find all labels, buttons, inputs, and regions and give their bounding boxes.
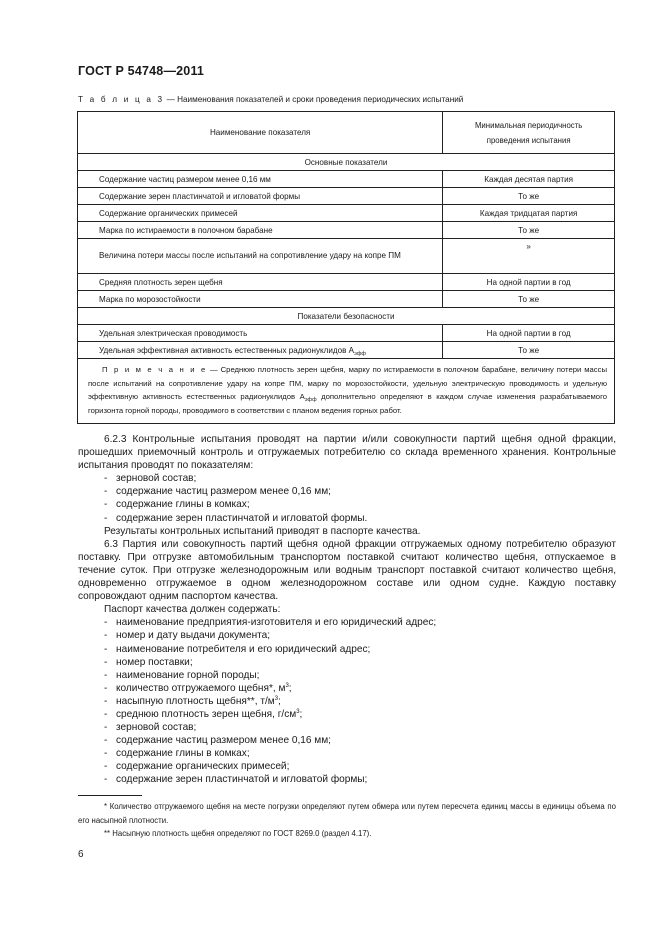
list-item: [78, 643, 616, 656]
list-item: [78, 695, 616, 708]
list-item: [78, 512, 616, 525]
list-dash: -: [104, 735, 108, 747]
note-text-1: — Среднюю плотность зерен щебня, марку по истираемости в полочном барабане, величину потери массы после испытаний на сопротивление удару на копре ПМ, марку по морозостойкости, удельную электрическую проводимость и удельную эффективную активность естественных радионуклидов А: [88, 365, 607, 402]
table-row: [78, 291, 615, 308]
indicator-name: [78, 342, 443, 359]
indicator-name: Содержание органических примесей: [78, 205, 443, 222]
list-item: [78, 760, 616, 773]
list-item-text: номер и дату выдачи документа;: [116, 630, 271, 642]
list-text-part: ;: [288, 682, 292, 694]
superscript: 3: [285, 682, 289, 689]
list-dash: -: [104, 630, 108, 642]
list-text-part: среднюю плотность зерен щебня, г/см: [116, 708, 297, 720]
list-item-text: зерновой состав;: [116, 722, 197, 734]
superscript: 3: [296, 708, 300, 715]
list-dash: -: [104, 695, 108, 707]
list-dash: -: [104, 473, 108, 485]
superscript: 3: [274, 695, 279, 702]
list-item: [78, 669, 616, 682]
list-item-text: номер поставки;: [116, 656, 193, 668]
test-period: На одной партии в год: [443, 274, 615, 291]
list-item-text: [116, 682, 292, 695]
table-row: [78, 222, 615, 239]
indicator-name-text: Удельная эффективная активность естественных радионуклидов А: [99, 345, 355, 355]
indicator-name: Марка по истираемости в полочном барабане: [78, 222, 443, 239]
paragraph-6-2-3: 6.2.3 Контрольные испытания проводят на партии и/или совокупности партий щебня одной фракции, прошедших приемочный контроль и отгружаемых потребителю со склада временного хранения. Контрольные испытания проводят по показателям:: [78, 434, 616, 472]
table-row: [78, 274, 615, 291]
table-caption-text: — Наименования показателей и сроки проведения периодических испытаний: [164, 95, 464, 104]
table-row: [78, 325, 615, 342]
list-dash: -: [104, 656, 108, 668]
note-subscript: эфф: [304, 397, 317, 404]
list-item: [78, 498, 616, 511]
section-row-main: [78, 154, 615, 171]
test-period: То же: [443, 291, 615, 308]
section-row-safety: [78, 308, 615, 325]
list-item: [78, 721, 616, 734]
list-item: [78, 682, 616, 695]
list-item-text: наименование потребителя и его юридический адрес;: [116, 643, 371, 655]
test-period: То же: [443, 222, 615, 239]
list-text-part: **, т/м: [246, 695, 275, 707]
note-text-2: дополнительно определяют в каждом случае изменения разрабатываемого горизонта горной породы, проводимого в соответствии с планом ведения горных работ.: [88, 392, 607, 415]
body-text: [78, 433, 616, 787]
table-row: [78, 239, 615, 274]
list-item-text: зерновой состав;: [116, 473, 197, 485]
list-item-text: [116, 695, 281, 708]
test-period: »: [443, 239, 615, 274]
list-dash: -: [104, 774, 108, 786]
list-dash: -: [104, 669, 108, 681]
test-period: На одной партии в год: [443, 325, 615, 342]
list-item: [78, 472, 616, 485]
section-title: Показатели безопасности: [78, 308, 615, 325]
list-item-text: содержание частиц размером менее 0,16 мм;: [116, 486, 331, 498]
list-dash: -: [104, 617, 108, 629]
list-item-text: наименование горной породы;: [116, 669, 260, 681]
list-item: [78, 708, 616, 721]
column-header-period-line1: Минимальная периодичность: [474, 120, 583, 130]
list-item: [78, 747, 616, 760]
list-item: [78, 616, 616, 629]
list-item: [78, 773, 616, 786]
list-dash: -: [104, 682, 108, 694]
indicator-name: Марка по морозостойкости: [78, 291, 443, 308]
table-row: [78, 188, 615, 205]
list-dash: -: [104, 499, 108, 511]
list-text-part: *, м: [268, 682, 286, 694]
indicator-name: Величина потери массы после испытаний на сопротивление удару на копре ПМ: [78, 239, 443, 274]
test-period: Каждая десятая партия: [443, 171, 615, 188]
list-dash: -: [104, 722, 108, 734]
page-number: 6: [78, 849, 84, 860]
table-row: [78, 171, 615, 188]
list-dash: -: [104, 708, 108, 720]
subscript: эфф: [354, 350, 366, 357]
test-period: То же: [443, 188, 615, 205]
test-period: То же: [443, 342, 615, 359]
section-title: Основные показатели: [78, 154, 615, 171]
paragraph-results: Результаты контрольных испытаний приводят в паспорте качества.: [104, 525, 421, 537]
paragraph-passport: Паспорт качества должен содержать:: [104, 604, 281, 616]
paragraph-6-3: 6.3 Партия или совокупность партий щебня одной фракции отгружаемых одному потребителю образуют поставку. При отгрузке автомобильным транспортом поставкой считают количество щебня, отпускаемое в течение суток. При отгрузке железнодорожным или водным транспорт поставкой считают количество щебня, одновременно отгружаемое в одном железнодорожном составе или одном судне. Каждую поставку сопровождают одним паспортом качества.: [78, 538, 616, 603]
periodic-tests-table: [77, 111, 615, 424]
list-text-part: ;: [278, 695, 281, 707]
table-header-row: [78, 112, 615, 154]
list-item-text: содержание частиц размером менее 0,16 мм;: [116, 735, 331, 747]
footnote-2: ** Насыпную плотность щебня определяют по ГОСТ 8269.0 (раздел 4.17).: [104, 829, 372, 838]
indicator-name: Средняя плотность зерен щебня: [78, 274, 443, 291]
list-dash: -: [104, 486, 108, 498]
note-label: П р и м е ч а н и е: [102, 365, 208, 374]
list-item-text: содержание органических примесей;: [116, 761, 290, 773]
table-row: [78, 205, 615, 222]
list-item-text: содержание зерен пластинчатой и игловатой формы.: [116, 512, 368, 524]
list-item-text: наименование предприятия-изготовителя и его юридический адрес;: [116, 617, 437, 629]
column-header-period-line2: проведения испытания: [486, 135, 571, 145]
table-row: [78, 342, 615, 359]
column-header-name: Наименование показателя: [78, 112, 443, 154]
footnote-divider: [78, 795, 142, 796]
column-header-period: [443, 112, 615, 154]
list-item-text: [116, 708, 302, 721]
footnote-1: * Количество отгружаемого щебня на месте погрузки определяют путем обмера или путем пересчета единиц массы в единицы объема по его насыпной плотности.: [78, 802, 616, 825]
table-note-row: [78, 359, 615, 424]
test-period: Каждая тридцатая партия: [443, 205, 615, 222]
list-item-text: содержание глины в комках;: [116, 748, 250, 760]
indicator-name: Удельная электрическая проводимость: [78, 325, 443, 342]
indicator-name: Содержание частиц размером менее 0,16 мм: [78, 171, 443, 188]
list-item-text: содержание зерен пластинчатой и игловатой формы;: [116, 774, 368, 786]
list-item: [78, 656, 616, 669]
list-item: [78, 734, 616, 747]
document-header: ГОСТ Р 54748—2011: [78, 64, 205, 78]
list-dash: -: [104, 512, 108, 524]
list-text-part: насыпную плотность щебня: [116, 695, 247, 707]
footnotes: [78, 800, 616, 841]
list-dash: -: [104, 761, 108, 773]
list-item-text: содержание глины в комках;: [116, 499, 250, 511]
table-caption-label: Т а б л и ц а 3: [78, 95, 165, 104]
list-item: [78, 485, 616, 498]
indicator-name: Содержание зерен пластинчатой и игловатой формы: [78, 188, 443, 205]
list-dash: -: [104, 643, 108, 655]
table-caption: [78, 95, 463, 104]
list-text-part: количество отгружаемого щебня: [116, 682, 269, 694]
table-note: [78, 359, 615, 424]
list-text-part: ;: [299, 708, 303, 720]
list-item: [78, 629, 616, 642]
list-dash: -: [104, 748, 108, 760]
